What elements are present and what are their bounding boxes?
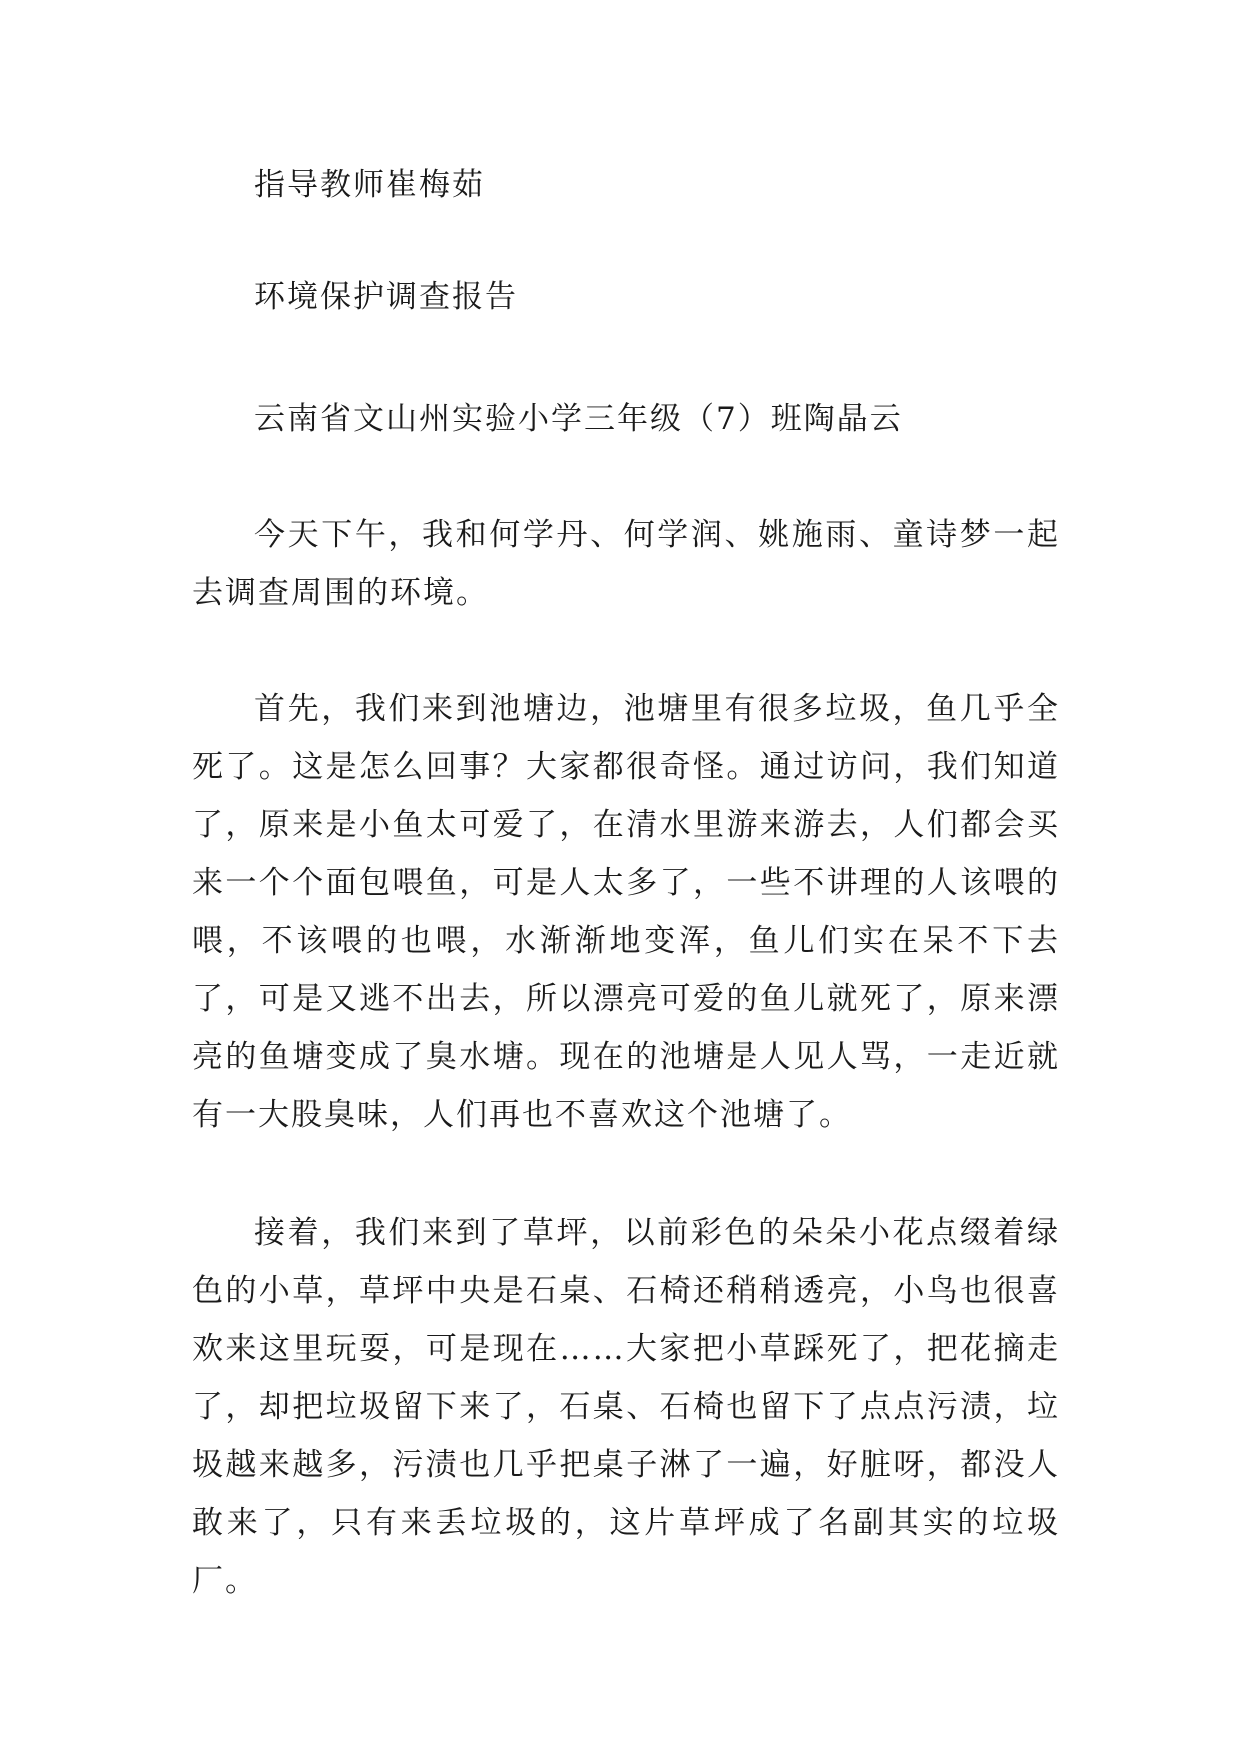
paragraph-intro: 今天下午，我和何学丹、何学润、姚施雨、童诗梦一起去调查周围的环境。: [192, 517, 1060, 611]
report-title: 环境保护调查报告: [254, 279, 518, 315]
paragraph-lawn: 接着，我们来到了草坪，以前彩色的朵朵小花点缀着绿色的小草，草坪中央是石桌、石椅还稍稍透亮，小鸟也很喜欢来这里玩耍，可是现在……大家把小草踩死了，把花摘走了，却把垃圾留下来了，石桌、石椅也留下了点点污渍，垃圾越来越多，污渍也几乎把桌子淋了一遍，好脏呀，都没人敢来了，只有来丢垃圾的，这片草坪成了名副其实的垃圾厂。: [192, 1215, 1060, 1599]
paragraph-pond: 首先，我们来到池塘边，池塘里有很多垃圾，鱼几乎全死了。这是怎么回事？大家都很奇怪。通过访问，我们知道了，原来是小鱼太可爱了，在清水里游来游去，人们都会买来一个个面包喂鱼，可是人太多了，一些不讲理的人该喂的喂，不该喂的也喂，水渐渐地变浑，鱼儿们实在呆不下去了，可是又逃不出去，所以漂亮可爱的鱼儿就死了，原来漂亮的鱼塘变成了臭水塘。现在的池塘是人见人骂，一走近就有一大股臭味，人们再也不喜欢这个池塘了。: [192, 691, 1060, 1133]
author-line: 云南省文山州实验小学三年级（7）班陶晶云: [254, 401, 903, 437]
teacher-line: 指导教师崔梅茹: [254, 167, 485, 203]
